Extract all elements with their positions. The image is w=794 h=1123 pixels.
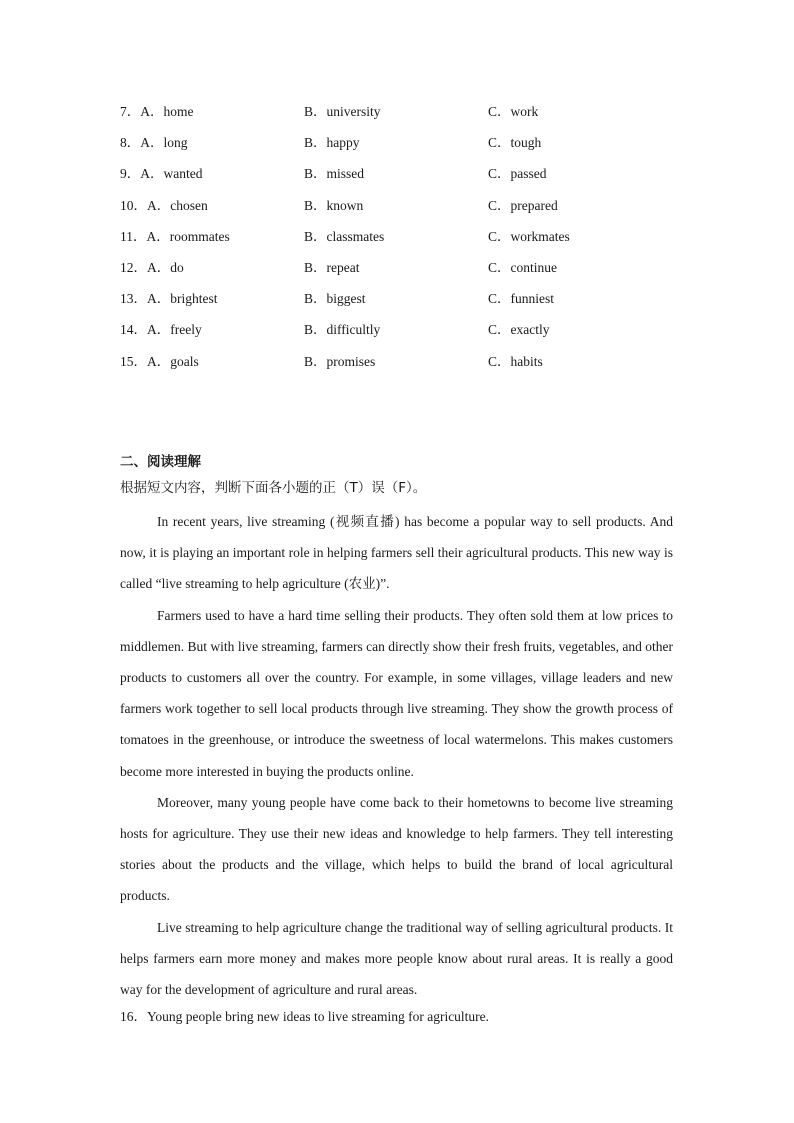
option-row xyxy=(120,163,680,194)
option-c: C．habits xyxy=(488,353,543,369)
option-b: B．happy xyxy=(304,135,360,151)
option-a: 7．A．home xyxy=(120,104,194,119)
passage-paragraph: Live streaming to help agriculture change the traditional way of selling agricultural products. It helps farmers earn more money and makes more people know about rural areas. It is really a good way for the development of agriculture and rural areas. xyxy=(120,919,673,998)
option-b: B．repeat xyxy=(304,259,360,275)
section-title: 二、阅读理解 xyxy=(120,454,201,470)
option-row xyxy=(120,132,680,163)
option-a: 9．A．wanted xyxy=(120,166,203,182)
option-row xyxy=(120,288,680,319)
option-b: B．missed xyxy=(304,166,365,182)
option-row xyxy=(120,226,680,257)
option-b: B．known xyxy=(304,197,364,213)
answer-options-list xyxy=(120,101,680,382)
option-b: B．difficultly xyxy=(304,322,381,338)
option-b: B．biggest xyxy=(304,291,366,307)
option-row xyxy=(120,351,680,382)
option-c: C．continue xyxy=(488,259,557,275)
question-16: 16．Young people bring new ideas to live streaming for agriculture. xyxy=(120,1009,490,1024)
option-row xyxy=(120,257,680,288)
passage-paragraph: In recent years, live streaming (视频直播) has become a popular way to sell products. And now, it is playing an important role in helping farmers sell their agricultural products. This new way is called “live streaming to help agriculture (农业)”. xyxy=(120,514,673,592)
option-c: C．exactly xyxy=(488,322,550,338)
option-b: B．university xyxy=(304,104,381,119)
option-a: 12．A．do xyxy=(120,259,184,275)
option-a: 13．A．brightest xyxy=(120,291,218,307)
option-a: 15．A．goals xyxy=(120,353,199,369)
passage-paragraph: Moreover, many young people have come back to their hometowns to become live streaming hosts for agriculture. They use their new ideas and knowledge to help farmers. They tell interesting stories about the products and the village, which helps to build the brand of local agricultural products. xyxy=(120,794,673,904)
option-a: 14．A．freely xyxy=(120,322,202,338)
passage-paragraph: Farmers used to have a hard time selling their products. They often sold them at low prices to middlemen. But with live streaming, farmers can directly show their fresh fruits, vegetables, and other products to customers all over the country. For example, in some villages, village leaders and new farmers work together to sell local products through live streaming. They show the growth process of tomatoes in the greenhouse, or introduce the sweetness of local watermelons. This makes customers become more interested in buying the products online. xyxy=(120,607,673,779)
option-a: 10．A．chosen xyxy=(120,197,208,213)
option-row xyxy=(120,101,680,132)
option-b: B．promises xyxy=(304,353,376,369)
option-row xyxy=(120,319,680,350)
section-instruction: 根据短文内容，判断下面各小题的正（T）误（F）。 xyxy=(120,480,427,496)
option-c: C．prepared xyxy=(488,197,558,213)
option-a: 11．A．roommates xyxy=(120,228,230,244)
reading-passage xyxy=(120,506,673,1005)
option-b: B．classmates xyxy=(304,228,385,244)
option-c: C．funniest xyxy=(488,291,554,307)
option-c: C．tough xyxy=(488,135,542,151)
option-c: C．workmates xyxy=(488,228,570,244)
option-c: C．passed xyxy=(488,166,547,182)
option-c: C．work xyxy=(488,104,539,119)
option-a: 8．A．long xyxy=(120,135,188,151)
option-row xyxy=(120,195,680,226)
